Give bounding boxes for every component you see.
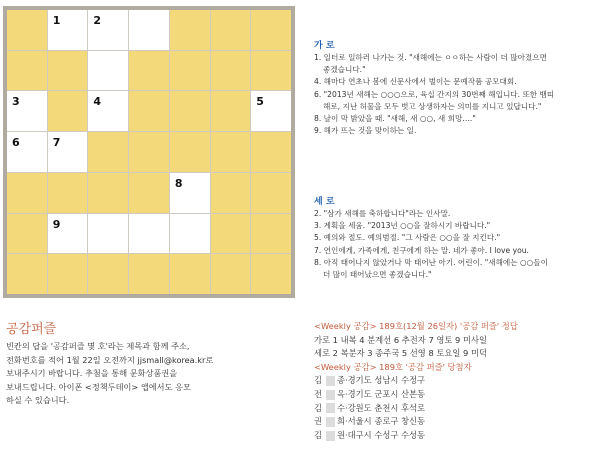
grid-cell — [48, 51, 88, 91]
results-block — [314, 320, 606, 442]
grid-cell — [251, 10, 291, 50]
down-clue: 5. 예의와 절도. 예의범절. "그 사람은 ○○을 잘 지킨다." — [314, 233, 501, 243]
grid-cell — [170, 214, 210, 254]
grid-cell — [88, 254, 128, 294]
grid-cell — [88, 173, 128, 213]
section-title: 공감퍼즐 — [6, 322, 57, 337]
across-clue: 4. 해마다 연초나 봄에 신문사에서 벌이는 문예작품 공모대회. — [314, 77, 517, 87]
down-clue: 2. "삼가 새해를 축하합니다"라는 인사말. — [314, 209, 451, 218]
grid-cell — [170, 10, 210, 50]
winner-info: 옥·경기도 군포시 산본동 — [337, 388, 426, 399]
answer-title: <Weekly 공감> 189호(12월 26일자) '공감 퍼즐' 정답 — [314, 321, 518, 331]
grid-cell — [170, 132, 210, 172]
grid-cell — [7, 10, 47, 50]
grid-cell — [211, 51, 251, 91]
grid-cell — [7, 254, 47, 294]
grid-cell — [48, 214, 88, 254]
grid-cell — [129, 132, 169, 172]
across-heading: 가 로 — [314, 41, 335, 51]
winner-surname: 김 — [314, 402, 323, 413]
grid-cell — [211, 173, 251, 213]
across-clue: 1. 일터로 일하러 나가는 것. "새해에는 ㅇㅇ하는 사람이 더 많아졌으면 좋겠습니다." — [314, 53, 547, 75]
grid-cell — [211, 91, 251, 131]
clue-number: 3 — [12, 95, 20, 109]
grid-cell — [88, 91, 128, 131]
winner-info: 희·서울시 종로구 창신동 — [337, 416, 426, 427]
grid-cell — [211, 254, 251, 294]
across-clue-list — [314, 52, 604, 137]
grid-cell — [170, 91, 210, 131]
clue-number: 5 — [256, 95, 264, 109]
instruction-line: 보내드립니다. 아이폰 <정책두데이> 앱에서도 응모 — [6, 381, 191, 392]
winner-row — [314, 429, 606, 443]
grid-cell — [88, 10, 128, 50]
winner-row — [314, 374, 606, 388]
grid-cell — [48, 173, 88, 213]
grid-cell — [251, 132, 291, 172]
across-clue: 8. 날이 막 밝았을 때. "새해, 새 ○○, 새 희망…." — [314, 114, 476, 124]
grid-cell — [129, 214, 169, 254]
instructions — [6, 340, 302, 408]
grid-cell — [7, 91, 47, 131]
grid-cell — [251, 91, 291, 131]
clue-number: 6 — [12, 136, 20, 150]
name-mask — [326, 417, 335, 427]
winner-row — [314, 402, 606, 416]
winner-surname: 김 — [314, 375, 323, 386]
grid-cell — [251, 173, 291, 213]
grid-cell — [88, 214, 128, 254]
clue-number: 1 — [52, 14, 61, 27]
name-mask — [326, 390, 335, 400]
winner-info: 수·강원도 춘천시 후석로 — [337, 402, 426, 413]
grid-cell — [7, 173, 47, 213]
winners-list — [314, 374, 606, 442]
clue-number: 7 — [52, 136, 61, 150]
grid-cell — [48, 132, 88, 172]
clue-number: 9 — [52, 217, 61, 231]
name-mask — [326, 376, 335, 386]
grid-cell — [211, 214, 251, 254]
grid-cell — [48, 254, 88, 294]
grid-cell — [129, 254, 169, 294]
clue-number: 2 — [93, 14, 102, 27]
grid-cell — [7, 132, 47, 172]
instruction-line: 보내주시기 바랍니다. 추첨을 통해 문화상품권을 — [6, 368, 178, 378]
down-heading: 세 로 — [314, 197, 335, 207]
crossword-grid — [3, 6, 295, 298]
name-mask — [326, 431, 335, 441]
grid-cell — [129, 91, 169, 131]
grid-cell — [251, 51, 291, 91]
instruction-line: 전화번호를 적어 1월 22일 오전까지 jjsmall@korea.kr로 — [6, 354, 214, 365]
grid-cell — [88, 132, 128, 172]
grid-cell — [7, 51, 47, 91]
winner-surname: 김 — [314, 429, 323, 440]
winners-title: <Weekly 공감> 189호 '공감 퍼즐' 당첨자 — [314, 361, 472, 372]
down-clue: 7. 연인에게, 가족에게, 친구에게 하는 말. 네가 좋아. I love you. — [314, 245, 529, 255]
name-mask — [326, 403, 335, 413]
down-clue: 8. 아직 태어나지 않았거나 막 태어난 아기. 어린이. "새해에는 ○○들이 더 많이 태어났으면 좋겠습니다." — [314, 257, 548, 280]
winner-surname: 전 — [314, 388, 323, 399]
clue-number: 8 — [174, 176, 183, 190]
grid-cell — [251, 254, 291, 294]
grid-cell — [170, 173, 210, 213]
instruction-line: 하실 수 있습니다. — [6, 395, 70, 405]
grid-cell — [129, 173, 169, 213]
grid-cell — [48, 91, 88, 131]
grid-cell — [129, 51, 169, 91]
down-clue-list — [314, 208, 604, 281]
across-clue: 6. "2013년 새해는 ○○○으로, 육십 간지의 30번째 해입니다. 또한 뱀띠 해로, 지난 허물을 모두 벗고 상생하자는 의미를 지니고 있답니다." — [314, 89, 555, 111]
grid-cell — [88, 51, 128, 91]
instruction-line: 빈칸의 답을 '공감퍼즐 몇 호'라는 제목과 함께 주소, — [6, 341, 190, 351]
grid-cell — [251, 214, 291, 254]
grid-cell — [170, 254, 210, 294]
answer-down: 세로 2 복분자 3 종주국 5 선영 8 토요일 9 미덕 — [314, 348, 487, 359]
across-clue: 9. 해가 뜨는 것을 맞이하는 일. — [314, 126, 417, 136]
winner-info: 원·대구시 수성구 수성동 — [337, 429, 426, 440]
down-clue: 3. 계획을 세움. "2013년 ○○을 잘하시기 바랍니다." — [314, 221, 491, 231]
grid-cell — [211, 10, 251, 50]
winner-row — [314, 388, 606, 402]
grid-cell — [48, 10, 88, 50]
winner-info: 종·경기도 성남시 수정구 — [337, 375, 426, 386]
grid-cell — [7, 214, 47, 254]
answer-across: 가로 1 내복 4 분계선 6 추전자 7 영토 9 미사일 — [314, 334, 487, 345]
clue-number: 4 — [93, 95, 102, 109]
grid-cell — [129, 10, 169, 50]
crossword-cells — [7, 10, 291, 294]
grid-cell — [211, 132, 251, 172]
winner-row — [314, 415, 606, 429]
grid-cell — [170, 51, 210, 91]
winner-surname: 권 — [314, 416, 323, 427]
